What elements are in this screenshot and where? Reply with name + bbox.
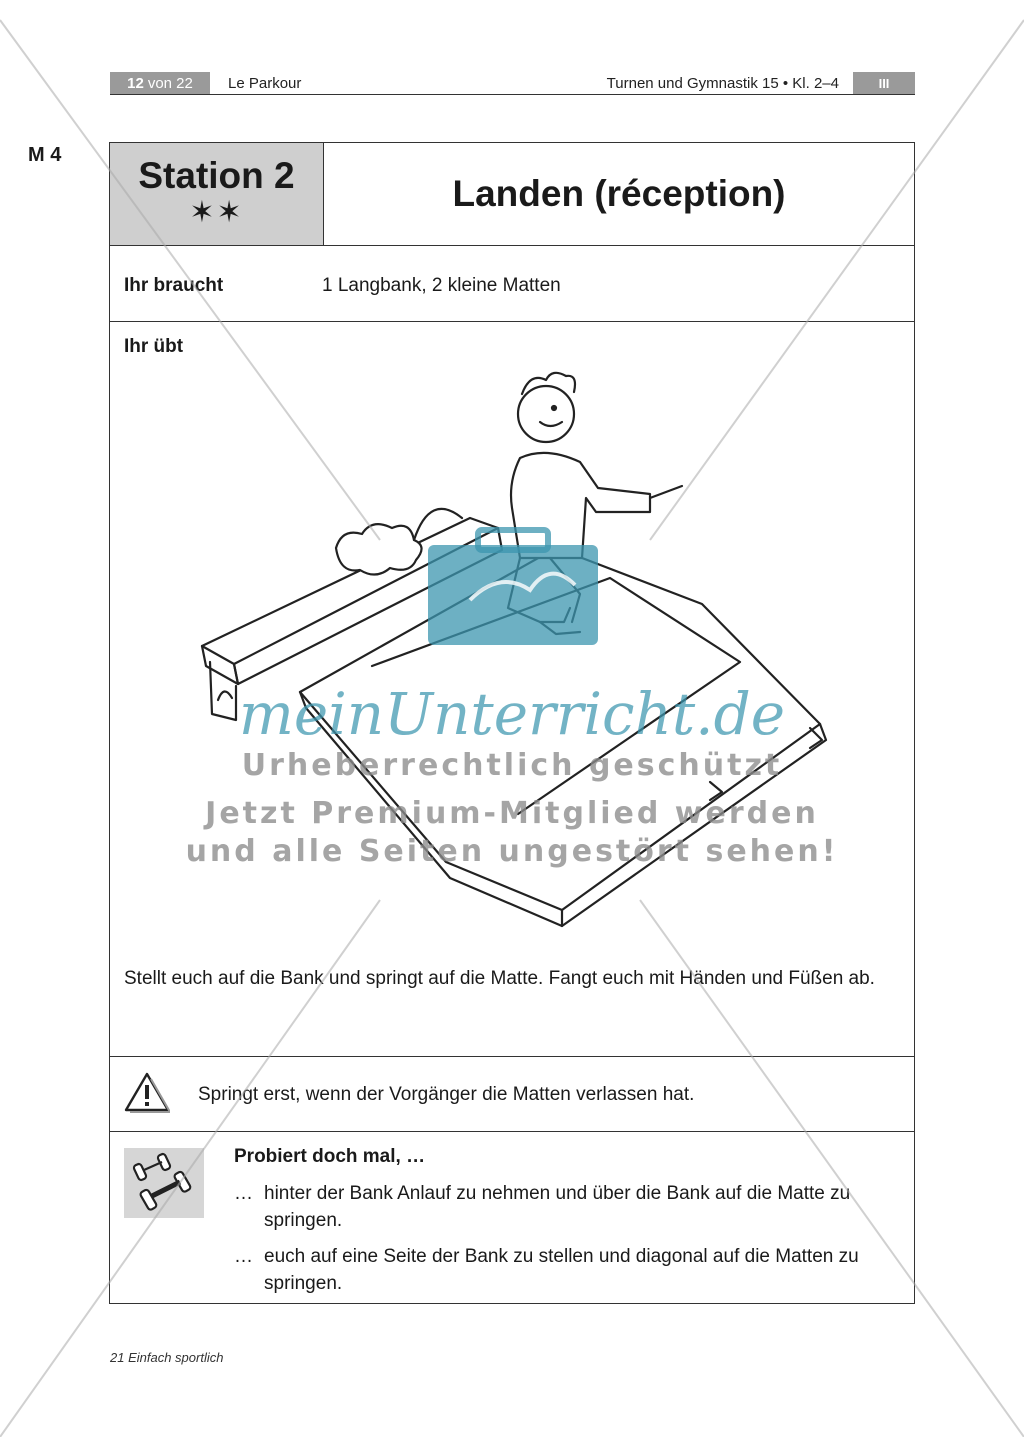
warning-text: Springt erst, wenn der Vorgänger die Matten verlassen hat. bbox=[198, 1084, 695, 1105]
series-title: Turnen und Gymnastik 15 • Kl. 2–4 bbox=[606, 74, 839, 92]
practice-description: Stellt euch auf die Bank und springt auf die Matte. Fangt euch mit Händen und Füßen ab. bbox=[124, 968, 875, 989]
station-label: Station 2 bbox=[138, 155, 295, 196]
materials-row bbox=[110, 246, 914, 322]
warning-row bbox=[110, 1057, 914, 1132]
list-item bbox=[234, 1180, 902, 1234]
try-row bbox=[110, 1132, 914, 1303]
station-title: Landen (réception) bbox=[452, 173, 786, 214]
page-counter bbox=[110, 72, 210, 94]
warning-triangle-icon bbox=[124, 1071, 170, 1113]
difficulty-stars: ✶✶ bbox=[189, 196, 244, 229]
margin-label: M 4 bbox=[28, 144, 62, 166]
watermark-line-3: und alle Seiten ungestört sehen! bbox=[185, 834, 839, 869]
watermark-line-2: Jetzt Premium-Mitglied werden bbox=[205, 796, 819, 831]
page-of: von 22 bbox=[147, 74, 193, 92]
try-heading: Probiert doch mal, … bbox=[234, 1146, 426, 1167]
list-item bbox=[234, 1243, 902, 1297]
title-row bbox=[110, 143, 914, 246]
ellipsis-bullet: … bbox=[234, 1183, 253, 1204]
station-box bbox=[110, 143, 324, 245]
page-header bbox=[110, 72, 915, 95]
ellipsis-bullet: … bbox=[234, 1246, 253, 1267]
watermark-line-1: Urheberrechtlich geschützt bbox=[241, 748, 783, 783]
unit-title: Le Parkour bbox=[228, 74, 302, 92]
practice-label: Ihr übt bbox=[124, 336, 184, 357]
level-badge: III bbox=[853, 72, 915, 94]
page-number: 12 bbox=[127, 74, 144, 92]
materials-value: 1 Langbank, 2 kleine Matten bbox=[322, 275, 561, 296]
watermark-brand: meinUnterricht.de bbox=[238, 680, 786, 748]
materials-label: Ihr braucht bbox=[124, 275, 224, 296]
list-item-text: euch auf eine Seite der Bank zu stellen und diagonal auf die Matten zu springen. bbox=[264, 1246, 859, 1294]
list-item-text: hinter der Bank Anlauf zu nehmen und über die Bank auf die Matte zu springen. bbox=[264, 1183, 851, 1231]
footer-credit: 21 Einfach sportlich bbox=[110, 1350, 224, 1365]
dumbbell-icon bbox=[124, 1148, 204, 1218]
try-list bbox=[234, 1180, 902, 1306]
